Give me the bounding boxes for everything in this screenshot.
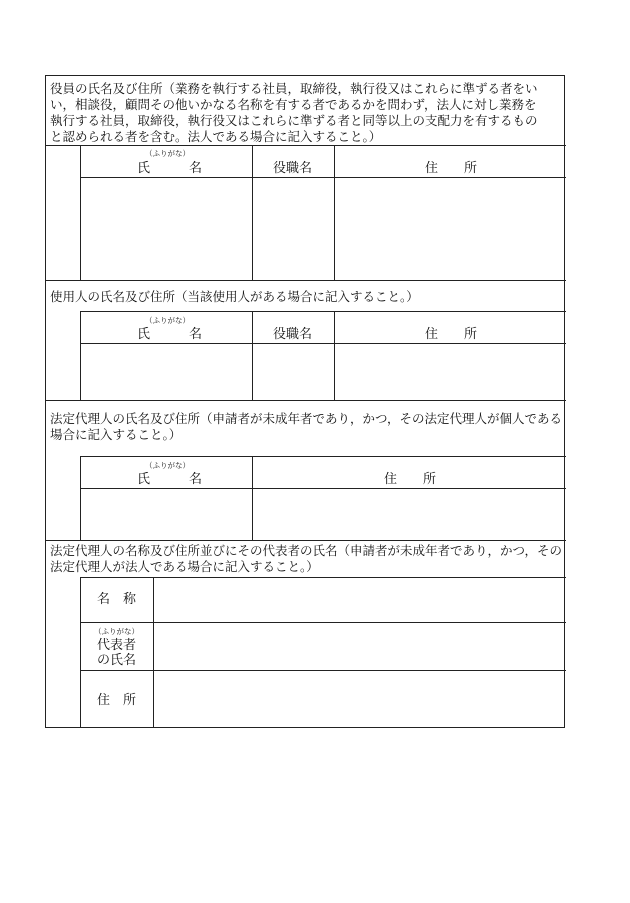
representative-label-line2: の氏名: [96, 653, 136, 668]
table-top-border: [80, 456, 566, 457]
representative-label-line1: 代表者: [96, 638, 136, 653]
legal-rep-individual-heading: 法定代理人の氏名及び住所（申請者が未成年者であり，かつ，その法定代理人が個人である場合に記入すること。）: [50, 411, 563, 442]
legal-rep-col-name: 氏 名: [137, 472, 203, 487]
header-row-divider: [80, 177, 566, 178]
column-divider: [334, 311, 335, 400]
label-column-divider: [153, 577, 154, 728]
officers-heading-line2: い，相談役，顧問その他いかなる名称を有する者であるかを問わず，法人に対し業務を: [50, 97, 537, 112]
employees-col-name: 氏 名: [137, 327, 203, 342]
employees-heading: 使用人の氏名及び住所（当該使用人がある場合に記入すること。）: [50, 289, 419, 304]
employees-col-address: 住 所: [425, 327, 478, 342]
employees-col-title: 役職名: [273, 327, 313, 342]
officers-heading-line1: 役員の氏名及び住所（業務を執行する社員，取締役，執行役又はこれらに準ずる者をい: [50, 81, 538, 96]
column-divider: [252, 311, 253, 400]
officers-heading-line3: 執行する社員，取締役，執行役又はこれらに準ずる者と同等以上の支配力を有するもの: [50, 113, 538, 128]
indent-column-line: [80, 456, 81, 540]
legal-rep-col-address: 住 所: [384, 472, 437, 487]
row-divider: [80, 622, 566, 623]
column-divider: [252, 456, 253, 540]
header-row-divider: [80, 488, 566, 489]
column-divider: [252, 145, 253, 280]
furigana-label: （ふりがな）: [94, 627, 139, 636]
column-divider: [334, 145, 335, 280]
application-form: [45, 75, 565, 728]
corporate-name-label: 名 称: [96, 592, 136, 607]
indent-column-line: [80, 311, 81, 400]
divider: [46, 145, 566, 146]
corporate-address-label: 住 所: [96, 693, 136, 708]
officers-col-title: 役職名: [273, 161, 313, 176]
header-row-divider: [80, 343, 566, 344]
section-divider: [46, 400, 566, 401]
officers-heading-line4: と認められる者を含む。法人である場合に記入すること。）: [50, 129, 382, 144]
table-top-border: [80, 311, 566, 312]
furigana-label: （ふりがな）: [145, 461, 190, 470]
officers-col-address: 住 所: [425, 161, 478, 176]
furigana-label: （ふりがな）: [145, 149, 190, 158]
legal-rep-corporate-heading: 法定代理人の名称及び住所並びにその代表者の氏名（申請者が未成年者であり，かつ，その法定代理人が法人である場合に記入すること。）: [50, 543, 563, 574]
officers-col-name: 氏 名: [137, 161, 203, 176]
furigana-label: （ふりがな）: [145, 316, 190, 325]
section-divider: [46, 280, 566, 281]
section-divider: [46, 540, 566, 541]
indent-column-line: [80, 145, 81, 280]
row-divider: [80, 670, 566, 671]
